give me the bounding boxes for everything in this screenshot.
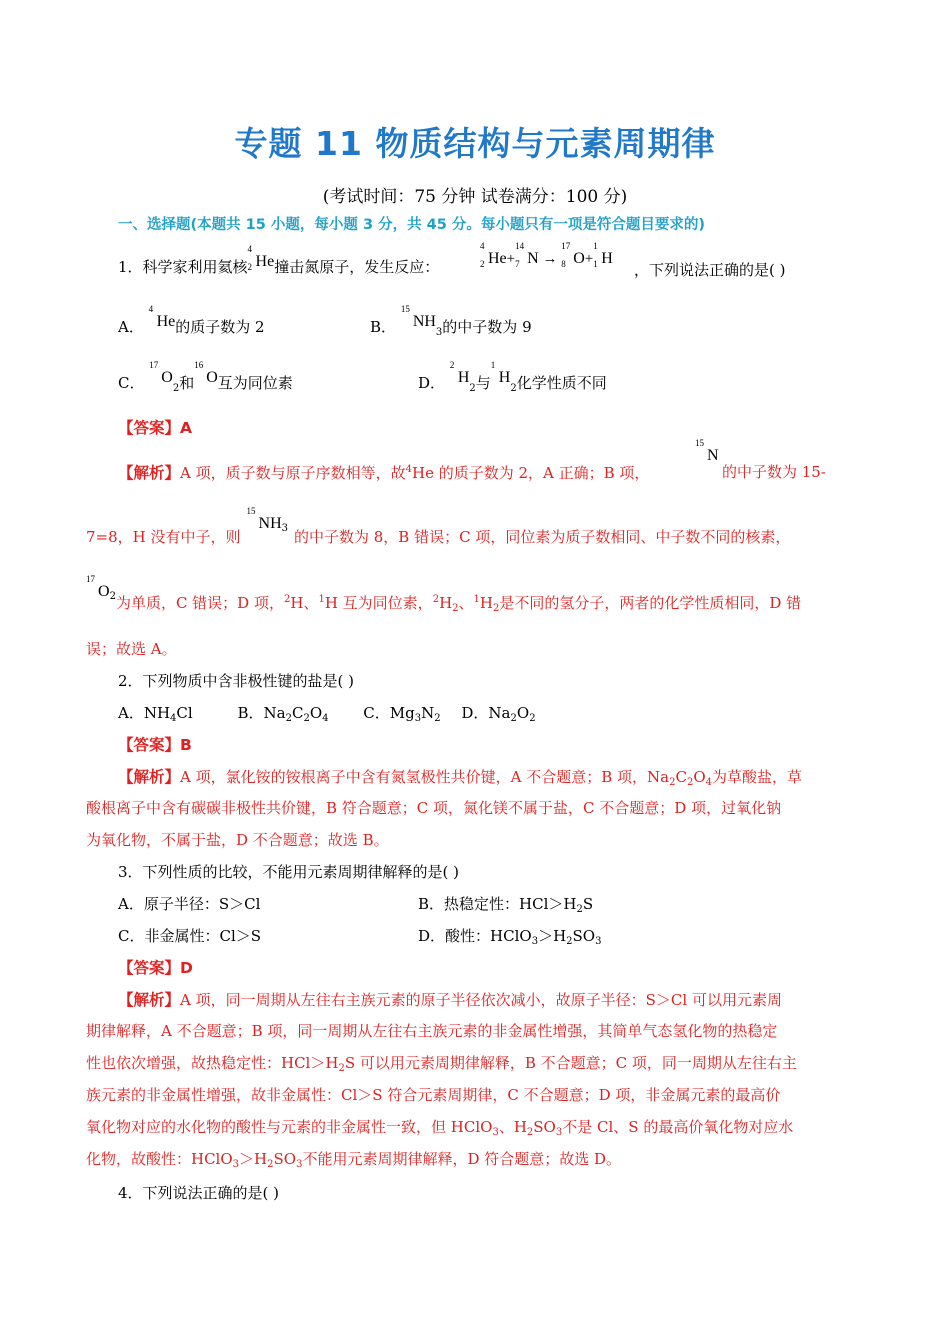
page-title: 专题 11 物质结构与元素周期律 [234, 124, 716, 163]
q3-analysis-line-2: 期律解释，A 不合题意；B 项，同一周期从左往右主族元素的非金属性增强，其简单气态氢化物的热稳定 [86, 1022, 778, 1040]
q3-option-c: C．非金属性：Cl＞S [118, 927, 262, 945]
q2-analysis-line-1: 【解析】A 项，氯化铵的铵根离子中含有氮氢极性共价键，A 不合题意；B 项，$Na_2C_2O_4$为草酸盐，草 [118, 768, 803, 788]
question-4-stem: 4．下列说法正确的是( ) [118, 1184, 280, 1202]
q1-stem-a: 1．科学家利用氦核 [118, 258, 248, 276]
q1-stem-b: 撞击氮原子，发生反应： [274, 258, 440, 276]
q2-analysis-line-3: 为氧化物，不属于盐，D 不合题意；故选 B。 [86, 831, 389, 849]
he4-isotope: 4 2 He [247, 244, 275, 272]
q2-answer: 【答案】B [118, 736, 192, 754]
question-1-stem [118, 244, 440, 277]
nuclear-reaction-equation: 4 2 He+ 14 7 N → 17 8 O+ 1 1 H [480, 241, 613, 269]
q2-analysis-line-2: 酸根离子中含有碳碳非极性共价键，B 符合题意；C 项，氮化镁不属于盐，C 不合题意；D 项，过氧化钠 [86, 799, 782, 817]
q1-stem-c: ，下列说法正确的是( ) [634, 261, 786, 279]
q3-analysis-line-4: 族元素的非金属性增强，故非金属性：Cl＞S 符合元素周期律，C 不合题意；D 项，非金属元素的最高价 [86, 1086, 781, 1104]
q1-analysis-line-1c: 的中子数为 15- [722, 463, 826, 481]
q3-answer: 【答案】D [118, 959, 193, 977]
q2-options: A．$NH_4Cl$ B．$Na_2C_2O_4$ C．$Mg_3N_2$ D．$Na_2O_2$ [118, 704, 536, 724]
q1-analysis-line-1: 【解析】A 项，质子数与原子序数相等，故$^4$He 的质子数为 2，A 正确；B 项， [118, 464, 650, 482]
q3-option-a: A．原子半径：S＞Cl [118, 895, 261, 913]
question-3-stem: 3．下列性质的比较，不能用元素周期律解释的是( ) [118, 863, 460, 881]
exam-meta: (考试时间：75 分钟 试卷满分：100 分) [322, 187, 628, 207]
question-2-stem: 2．下列物质中含非极性键的盐是( ) [118, 672, 355, 690]
q1-option-d: D． 2 $H_2$与 1 $H_2$化学性质不同 [418, 360, 607, 394]
q3-analysis-line-5: 氧化物对应的水化物的酸性与元素的非金属性一致，但 HClO$_3$、$H_2SO_3$不是 Cl、S 的最高价氧化物对应水 [86, 1118, 794, 1138]
q3-analysis-line-6: 化物，故酸性：$HClO_3>H_2SO_3$不能用元素周期律解释，D 符合题意；故选 D。 [86, 1150, 622, 1170]
n15-symbol: 15 N [695, 438, 719, 464]
q1-option-a: A． 4 He的质子数为 2 [118, 304, 265, 336]
q1-option-b: B． 15 $NH_3$的中子数为 9 [370, 304, 532, 338]
q3-option-b: B．热稳定性：$HCl>H_2S$ [418, 895, 594, 915]
q3-analysis-line-3: 性也依次增强，故热稳定性：$HCl>H_2S$ 可以用元素周期律解释，B 不合题意；C 项，同一周期从左往右主 [86, 1054, 797, 1074]
q3-analysis-line-1: 【解析】A 项，同一周期从左往右主族元素的原子半径依次减小，故原子半径：S＞Cl 可以用元素周 [118, 991, 782, 1009]
q1-answer: 【答案】A [118, 419, 193, 437]
q1-analysis-line-2: 7=8，H 没有中子，则 15 $NH_3$ 的中子数为 8，B 错误；C 项，同位素为质子数相同、中子数不同的核素， [86, 506, 791, 546]
q1-option-c: C． 17 $O_2$和 16 O互为同位素 [118, 360, 293, 394]
section-heading: 一、选择题(本题共 15 小题，每小题 3 分，共 45 分。每小题只有一项是符合题目要求的) [118, 217, 705, 233]
q3-option-d: D．酸性：$HClO_3>H_2SO_3$ [418, 927, 602, 947]
q1-analysis-line-3: 17 $O_2$为单质，C 错误；D 项，$^2$H、$^1$H 互为同位素，$^2H_2$、$^1H_2$是不同的氢分子，两者的化学性质相同，D 错 [86, 574, 802, 614]
q1-analysis-line-4: 误；故选 A。 [86, 640, 177, 658]
